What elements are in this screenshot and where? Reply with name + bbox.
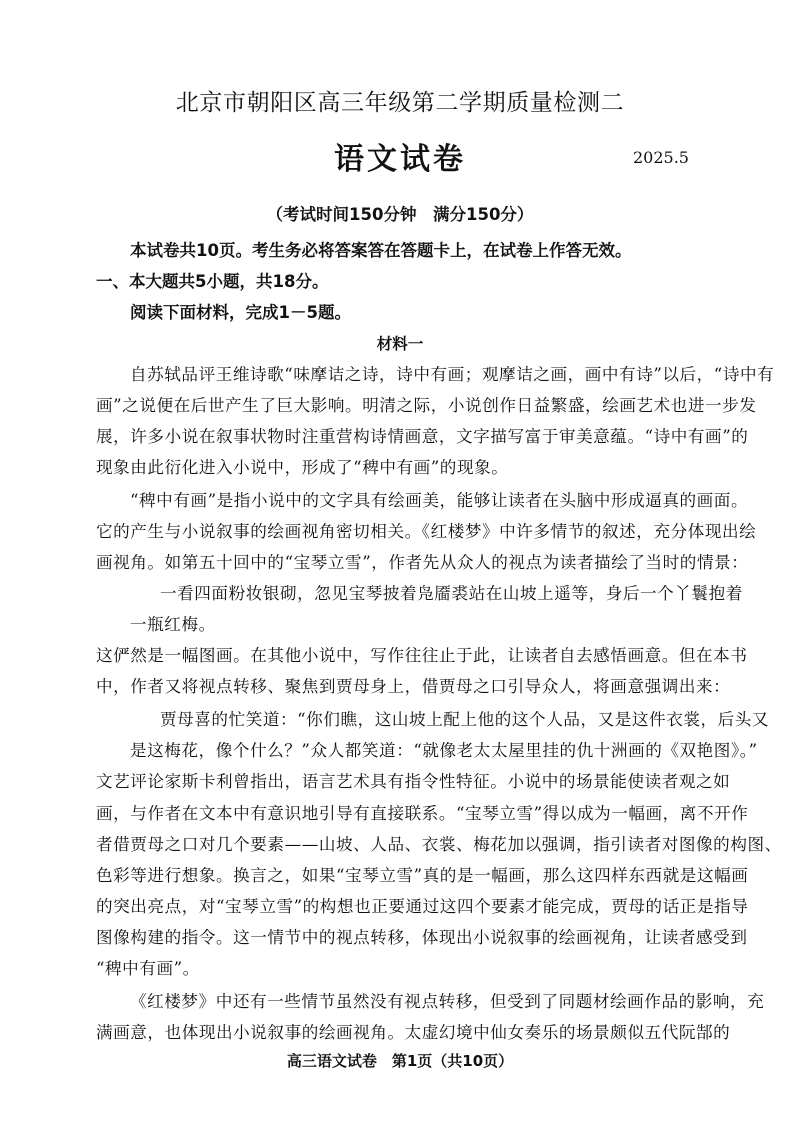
passage-line: 它的产生与小说叙事的绘画视角密切相关。《红楼梦》中许多情节的叙述，充分体现出绘 xyxy=(96,522,757,541)
passage-line: “稗中有画”是指小说中的文字具有绘画美，能够让读者在头脑中形成逼真的画面。 xyxy=(130,491,749,510)
passage-line: 文艺评论家斯卡利曾指出，语言艺术具有指令性特征。小说中的场景能使读者观之如 xyxy=(96,772,731,791)
exam-duration: （考试时间150分钟 满分150分） xyxy=(266,205,534,224)
passage-line: 画，与作者在文本中有意识地引导有直接联系。“宝琴立雪”得以成为一幅画，离不开作 xyxy=(96,804,749,823)
read-instruction: 阅读下面材料，完成1－5题。 xyxy=(130,303,351,322)
quote-line: 贾母喜的忙笑道：“你们瞧，这山坡上配上他的这个人品，又是这件衣裳，后头又 xyxy=(160,710,770,729)
passage-line: 《红楼梦》中还有一些情节虽然没有视点转移，但受到了同题材绘画作品的影响，充 xyxy=(130,992,765,1011)
quote-line: 是这梅花，像个什么？”众人都笑道：“就像老太太屋里挂的仇十洲画的《双艳图》。” xyxy=(130,741,758,760)
passage-line: “稗中有画”。 xyxy=(96,959,200,978)
passage-line: 自苏轼品评王维诗歌“味摩诘之诗，诗中有画；观摩诘之画，画中有诗”以后，“诗中有 xyxy=(130,365,775,384)
passage-line: 满画意，也体现出小说叙事的绘画视角。太虚幻境中仙女奏乐的场景颇似五代阮郜的 xyxy=(96,1023,731,1042)
exam-title: 北京市朝阳区高三年级第二学期质量检测二 xyxy=(175,90,625,116)
material-title: 材料一 xyxy=(376,335,424,353)
section-heading: 一、本大题共5小题，共18分。 xyxy=(96,272,329,291)
exam-instructions: 本试卷共10页。考生务必将答案答在答题卡上，在试卷上作答无效。 xyxy=(130,241,632,260)
passage-line: 图像构建的指令。这一情节中的视点转移，体现出小说叙事的绘画视角，让读者感受到 xyxy=(96,928,748,947)
subject-title: 语文试卷 xyxy=(334,142,466,177)
passage-line: 的突出亮点，对“宝琴立雪”的构想也正要通过这四个要素才能完成，贾母的话正是指导 xyxy=(96,897,749,916)
quote-line: 一瓶红梅。 xyxy=(130,615,216,634)
passage-line: 这俨然是一幅图画。在其他小说中，写作往往止于此，让读者自去感悟画意。但在本书 xyxy=(96,646,748,665)
passage-line: 画”之说便在后世产生了巨大影响。明清之际，小说创作日益繁盛，绘画艺术也进一步发 xyxy=(96,396,757,415)
page-footer: 高三语文试卷 第1页（共10页） xyxy=(286,1052,514,1070)
quote-line: 一看四面粉妆银砌，忽见宝琴披着凫靥裘站在山坡上遥等，身后一个丫鬟抱着 xyxy=(160,584,743,603)
passage-line: 现象由此衍化进入小说中，形成了“稗中有画”的现象。 xyxy=(96,458,509,477)
passage-line: 画视角。如第五十回中的“宝琴立雪”，作者先从众人的视点为读者描绘了当时的情景： xyxy=(96,553,749,572)
passage-line: 者借贾母之口对几个要素——山坡、人品、衣裳、梅花加以强调，指引读者对图像的构图、 xyxy=(96,835,782,854)
passage-line: 中，作者又将视点转移、聚焦到贾母身上，借贾母之口引导众人，将画意强调出来： xyxy=(96,677,731,696)
passage-line: 色彩等进行想象。换言之，如果“宝琴立雪”真的是一幅画，那么这四样东西就是这幅画 xyxy=(96,866,749,885)
passage-line: 展，许多小说在叙事状物时注重营构诗情画意，文字描写富于审美意蕴。“诗中有画”的 xyxy=(96,427,749,446)
exam-date: 2025.5 xyxy=(633,148,689,167)
